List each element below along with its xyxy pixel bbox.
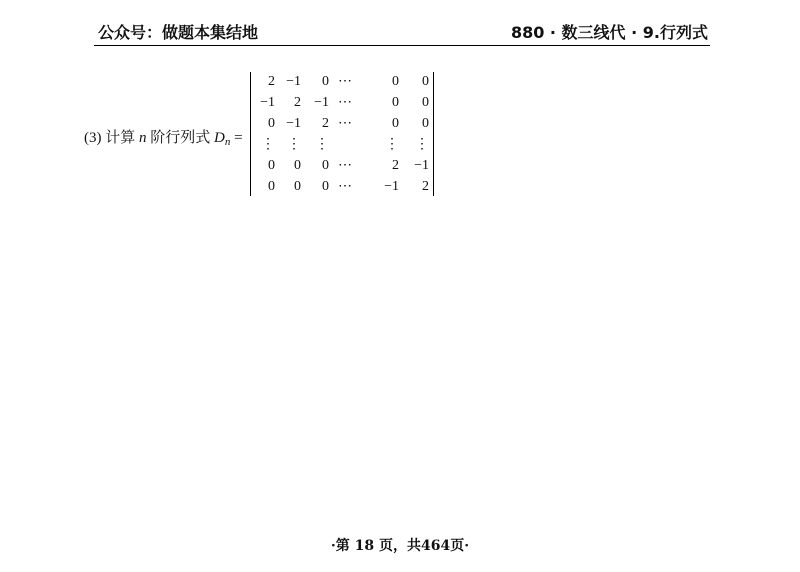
matrix-cell-r5-c5: 2 xyxy=(392,158,399,173)
matrix-cell-r2-c5: 0 xyxy=(392,95,399,110)
page-footer: ·第 18 页，共464页· xyxy=(330,538,470,554)
matrix-cell-r3-c2: −1 xyxy=(286,116,301,131)
equals-sign: = xyxy=(230,130,243,146)
header-title: 880 · 数三线代 · 9.行列式 xyxy=(510,23,708,42)
matrix-cell-r1-c4: ⋯ xyxy=(338,74,352,89)
matrix-cell-r3-c6: 0 xyxy=(422,116,429,131)
problem-var-n: n xyxy=(139,130,147,146)
matrix-cell-r4-c5: ⋮ xyxy=(385,137,399,152)
matrix-cell-r1-c5: 0 xyxy=(392,74,399,89)
determinant-subscript: n xyxy=(224,136,231,148)
matrix-cell-r1-c6: 0 xyxy=(422,74,429,89)
matrix-cell-r3-c3: 2 xyxy=(322,116,329,131)
matrix-cell-r3-c1: 0 xyxy=(268,116,275,131)
matrix-cell-r5-c1: 0 xyxy=(268,158,275,173)
matrix-cell-r2-c3: −1 xyxy=(314,95,329,110)
matrix-cell-r2-c2: 2 xyxy=(294,95,301,110)
determinant-symbol: D xyxy=(214,130,225,146)
matrix-cell-r6-c4: ⋯ xyxy=(338,179,352,194)
matrix-cell-r1-c3: 0 xyxy=(322,74,329,89)
matrix-cell-r4-c6: ⋮ xyxy=(415,137,429,152)
header-rule xyxy=(94,45,710,46)
problem-statement xyxy=(84,126,243,147)
matrix-cell-r5-c2: 0 xyxy=(294,158,301,173)
problem-prefix: (3) 计算 xyxy=(84,130,139,146)
matrix-cell-r5-c4: ⋯ xyxy=(338,158,352,173)
matrix-cell-r6-c2: 0 xyxy=(294,179,301,194)
matrix-cell-r4-c2: ⋮ xyxy=(287,137,301,152)
matrix-cell-r2-c4: ⋯ xyxy=(338,95,352,110)
matrix-cell-r1-c1: 2 xyxy=(268,74,275,89)
matrix-cell-r4-c1: ⋮ xyxy=(261,137,275,152)
matrix-cell-r4-c3: ⋮ xyxy=(315,137,329,152)
matrix-cell-r6-c5: −1 xyxy=(384,179,399,194)
matrix-cell-r5-c3: 0 xyxy=(322,158,329,173)
matrix-cell-r1-c2: −1 xyxy=(286,74,301,89)
matrix-cell-r2-c1: −1 xyxy=(260,95,275,110)
header-source: 公众号：做题本集结地 xyxy=(98,23,259,42)
matrix-cell-r5-c6: −1 xyxy=(414,158,429,173)
matrix-cell-r6-c3: 0 xyxy=(322,179,329,194)
matrix-cell-r2-c6: 0 xyxy=(422,95,429,110)
matrix-cell-r6-c1: 0 xyxy=(268,179,275,194)
matrix-cell-r3-c4: ⋯ xyxy=(338,116,352,131)
matrix-cell-r6-c6: 2 xyxy=(422,179,429,194)
problem-middle: 阶行列式 xyxy=(146,130,215,146)
matrix-cell-r3-c5: 0 xyxy=(392,116,399,131)
determinant-matrix xyxy=(250,72,434,196)
